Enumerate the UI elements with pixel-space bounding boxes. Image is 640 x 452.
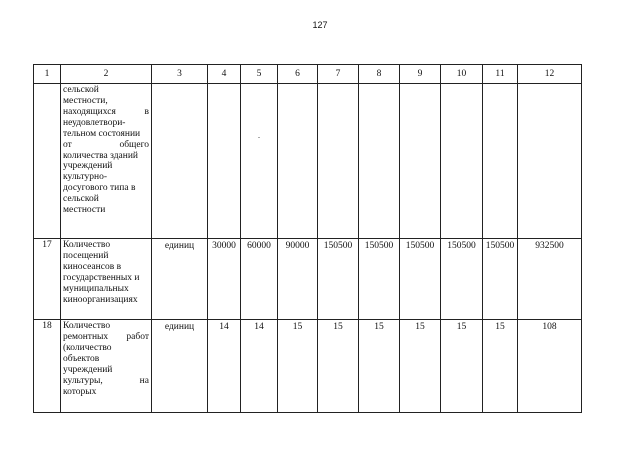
value-cell: 150500 bbox=[483, 239, 518, 320]
value-cell bbox=[400, 84, 441, 239]
row-number: 18 bbox=[34, 320, 61, 413]
column-header: 4 bbox=[208, 65, 241, 84]
unit-cell: единиц bbox=[152, 239, 208, 320]
row-number: 17 bbox=[34, 239, 61, 320]
value-cell bbox=[483, 84, 518, 239]
name-line: Количество bbox=[63, 321, 111, 331]
column-header: 1 bbox=[34, 65, 61, 84]
name-line: киноорганизациях bbox=[63, 294, 138, 305]
name-line: культуры, на bbox=[63, 375, 149, 386]
table-row bbox=[34, 320, 582, 413]
value-cell: 14 bbox=[241, 320, 278, 413]
name-line: киносеансов в bbox=[63, 261, 122, 272]
column-header: 7 bbox=[318, 65, 359, 84]
name-line: досугового типа в bbox=[63, 183, 136, 194]
value-cell bbox=[278, 84, 318, 239]
name-line: местности bbox=[63, 205, 106, 216]
name-line: тельном состоянии bbox=[63, 128, 141, 139]
value-cell: 30000 bbox=[208, 239, 241, 320]
value-cell: 15 bbox=[278, 320, 318, 413]
value-cell: 150500 bbox=[400, 239, 441, 320]
table-row bbox=[34, 84, 582, 239]
column-header: 11 bbox=[483, 65, 518, 84]
value-cell bbox=[208, 84, 241, 239]
column-header: 12 bbox=[518, 65, 582, 84]
name-line: от общего bbox=[63, 139, 149, 150]
name-line: количества зданий bbox=[63, 150, 139, 161]
table-header-row bbox=[34, 65, 582, 84]
column-header: 2 bbox=[61, 65, 152, 84]
value-cell: 150500 bbox=[359, 239, 400, 320]
value-cell bbox=[359, 84, 400, 239]
page-number: 127 bbox=[312, 20, 328, 30]
value-cell: 15 bbox=[318, 320, 359, 413]
name-line: объектов bbox=[63, 353, 100, 364]
value-cell bbox=[518, 84, 582, 239]
value-cell: 932500 bbox=[518, 239, 582, 320]
indicator-name bbox=[61, 320, 152, 413]
name-line: государственных и bbox=[63, 272, 140, 283]
name-line: учреждений bbox=[63, 364, 113, 375]
value-cell: 15 bbox=[441, 320, 483, 413]
name-line: муниципальных bbox=[63, 283, 129, 294]
name-line: посещений bbox=[63, 250, 109, 261]
value-cell: 150500 bbox=[318, 239, 359, 320]
value-cell: 90000 bbox=[278, 239, 318, 320]
value-cell: 15 bbox=[483, 320, 518, 413]
name-line: (количество bbox=[63, 342, 112, 353]
value-cell: 14 bbox=[208, 320, 241, 413]
column-header: 6 bbox=[278, 65, 318, 84]
column-header: 5 bbox=[241, 65, 278, 84]
value-cell bbox=[441, 84, 483, 239]
scan-speck bbox=[258, 137, 260, 138]
column-header: 8 bbox=[359, 65, 400, 84]
name-line: ремонтных работ bbox=[63, 331, 149, 342]
name-line: культурно- bbox=[63, 172, 108, 183]
name-line: учреждений bbox=[63, 161, 113, 172]
name-line: сельской bbox=[63, 85, 99, 95]
value-cell bbox=[241, 84, 278, 239]
indicators-table bbox=[33, 64, 582, 413]
indicator-name bbox=[61, 239, 152, 320]
name-line: сельской bbox=[63, 194, 99, 205]
column-header: 10 bbox=[441, 65, 483, 84]
name-line: местности, bbox=[63, 95, 108, 106]
value-cell: 108 bbox=[518, 320, 582, 413]
row-number bbox=[34, 84, 61, 239]
indicator-name bbox=[61, 84, 152, 239]
value-cell bbox=[318, 84, 359, 239]
value-cell: 15 bbox=[400, 320, 441, 413]
unit-cell bbox=[152, 84, 208, 239]
column-header: 3 bbox=[152, 65, 208, 84]
name-line: Количество bbox=[63, 240, 111, 250]
value-cell: 150500 bbox=[441, 239, 483, 320]
unit-cell: единиц bbox=[152, 320, 208, 413]
value-cell: 60000 bbox=[241, 239, 278, 320]
name-line: неудовлетвори- bbox=[63, 117, 126, 128]
name-line: находящихся в bbox=[63, 106, 149, 117]
value-cell: 15 bbox=[359, 320, 400, 413]
name-line: которых bbox=[63, 386, 97, 397]
column-header: 9 bbox=[400, 65, 441, 84]
table-row bbox=[34, 239, 582, 320]
